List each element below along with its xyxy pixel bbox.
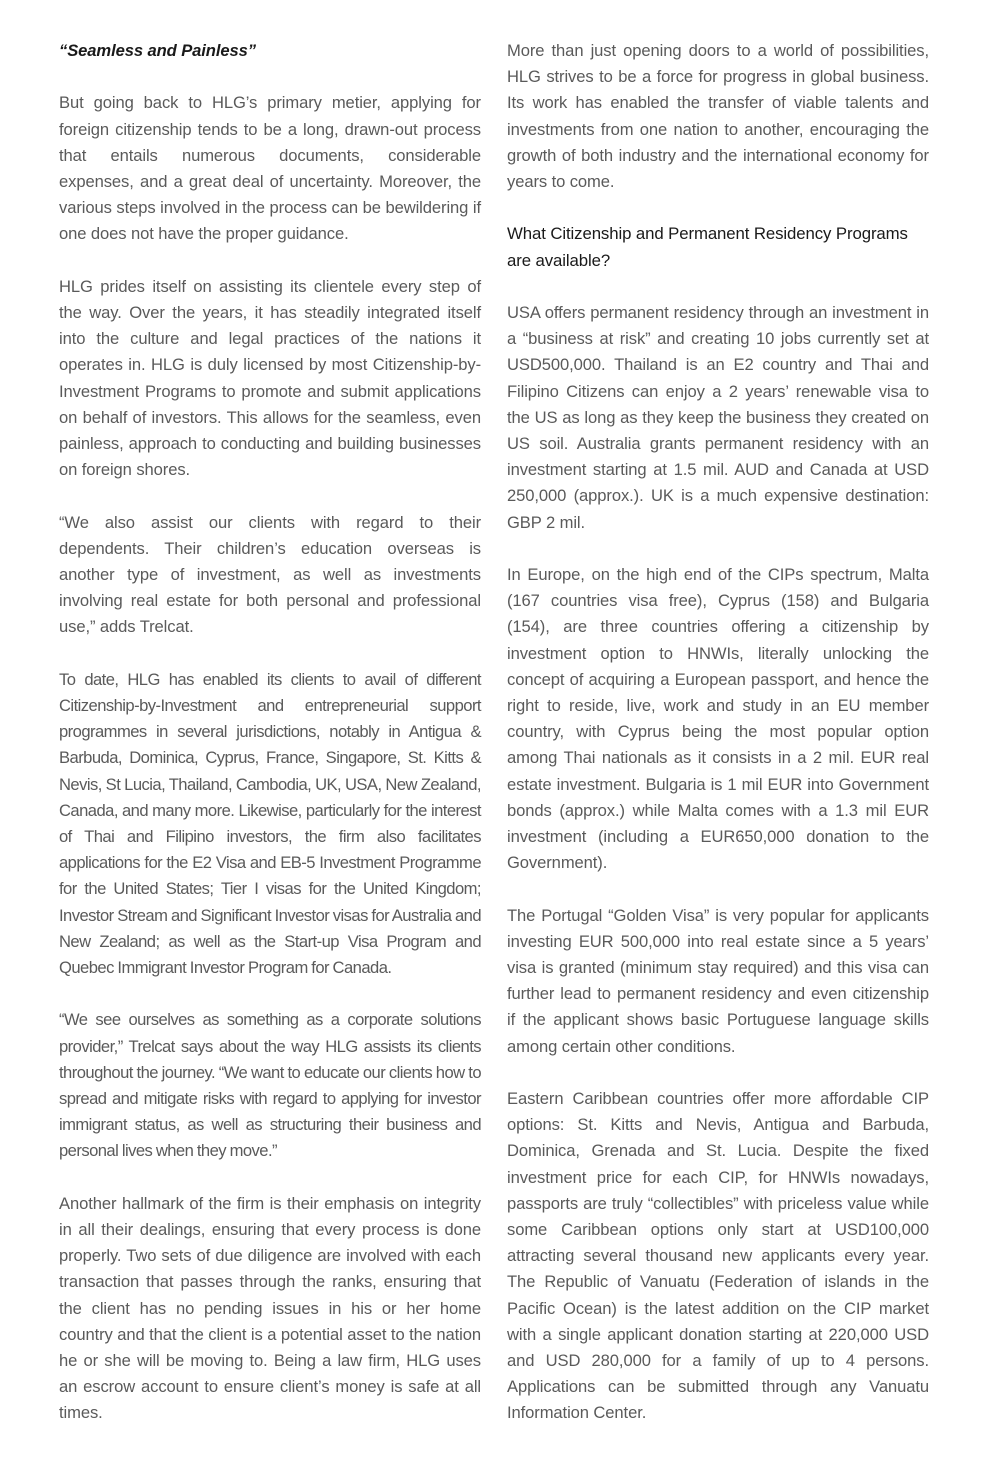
body-paragraph: In Europe, on the high end of the CIPs spectrum, Malta (167 countries visa free), Cyprus (158) and Bulgaria (154), are three countries offering a citizenship by investment option to HNWIs, literally unlocking the concept of acquiring a European passport, and hence the right to reside, live, work and study in an EU member country, with Cyprus being the most popular option among Thai nationals as it consists in a 2 mil. EUR real estate investment. Bulgaria is 1 mil EUR into Government bonds (approx.) while Malta comes with a 1.3 mil EUR investment (including a EUR650,000 donation to the Government). (507, 565, 929, 873)
body-paragraph: HLG prides itself on assisting its clientele every step of the way. Over the years, it has steadily integrated itself into the culture and legal practices of the nations it operates in. HLG is duly licensed by most Citizenship-by-Investment Programs to promote and submit applications on behalf of investors. This allows for the seamless, even painless, approach to conducting and building businesses on foreign shores. (59, 276, 481, 480)
body-paragraph: But going back to HLG’s primary metier, applying for foreign citizenship tends to be a long, drawn-out process that entails numerous documents, considerable expenses, and a great deal of uncertainty. Moreover, the various steps involved in the process can be bewildering if one does not have the proper guidance. (59, 93, 481, 244)
section-title: “Seamless and Painless” (59, 41, 256, 60)
body-paragraph: Another hallmark of the firm is their emphasis on integrity in all their dealings, ensuring that every process is done properly. Two sets of due diligence are involved with each transaction that passes through the ranks, ensuring that the client has no pending issues in his or her home country and that the client is a potential asset to the nation he or she will be moving to. Being a law firm, HLG uses an escrow account to ensure client’s money is safe at all times. (59, 1193, 481, 1423)
body-paragraph: USA offers permanent residency through an investment in a “business at risk” and creating 10 jobs currently set at USD500,000. Thailand is an E2 country and Thai and Filipino Citizens can enjoy a 2 years’ renewable visa to the US as long as they keep the business they created on US soil. Australia grants permanent residency with an investment starting at 1.5 mil. AUD and Canada at USD 250,000 (approx.). UK is a much expensive destination: GBP 2 mil. (507, 303, 929, 532)
left-column (59, 38, 481, 1453)
right-column (507, 38, 929, 1427)
body-paragraph: Eastern Caribbean countries offer more affordable CIP options: St. Kitts and Nevis, Antigua and Barbuda, Dominica, Grenada and St. Lucia. Despite the fixed investment price for each CIP, for HNWIs nowadays, passports are truly “collectibles” with priceless value while some Caribbean options only start at USD100,000 attracting several thousand new applicants every year. The Republic of Vanuatu (Federation of islands in the Pacific Ocean) is the latest addition on the CIP market with a single applicant donation starting at 220,000 USD and USD 280,000 for a family of up to 4 persons. Applications can be submitted through any Vanuatu Information Center. (507, 1089, 929, 1423)
body-paragraph: To date, HLG has enabled its clients to avail of different Citizenship-by-Investment and entrepreneurial support programmes in several jurisdictions, notably in Antigua & Barbuda, Dominica, Cyprus, France, Singapore, St. Kitts & Nevis, St Lucia, Thailand, Cambodia, UK, USA, New Zealand, Canada, and many more. Likewise, particularly for the interest of Thai and Filipino investors, the firm also facilitates applications for the E2 Visa and EB-5 Investment Programme for the United States; Tier I visas for the United Kingdom; Investor Stream and Significant Investor visas for Australia and New Zealand; as well as the Start-up Visa Program and Quebec Immigrant Investor Program for Canada. (59, 669, 481, 978)
body-paragraph: The Portugal “Golden Visa” is very popular for applicants investing EUR 500,000 into real estate since a 5 years’ visa is granted (minimum stay required) and this visa can further lead to permanent residency and even citizenship if the applicant shows basic Portuguese language skills among certain other conditions. (507, 905, 929, 1056)
intro-paragraph: More than just opening doors to a world of possibilities, HLG strives to be a force for progress in global business. Its work has enabled the transfer of viable talents and investments from one nation to another, encouraging the growth of both industry and the international economy for years to come. (507, 41, 929, 192)
body-paragraph: “We see ourselves as something as a corporate solutions provider,” Trelcat says about the way HLG assists its clients throughout the journey. “We want to educate our clients how to spread and mitigate risks with regard to applying for investor immigrant status, as well as structuring their business and personal lives when they move.” (59, 1010, 481, 1161)
body-paragraph: “We also assist our clients with regard to their dependents. Their children’s education overseas is another type of investment, as well as investments involving real estate for both personal and professional use,” adds Trelcat. (59, 512, 481, 637)
section-subheading: What Citizenship and Permanent Residency Programs are available? (507, 224, 908, 270)
